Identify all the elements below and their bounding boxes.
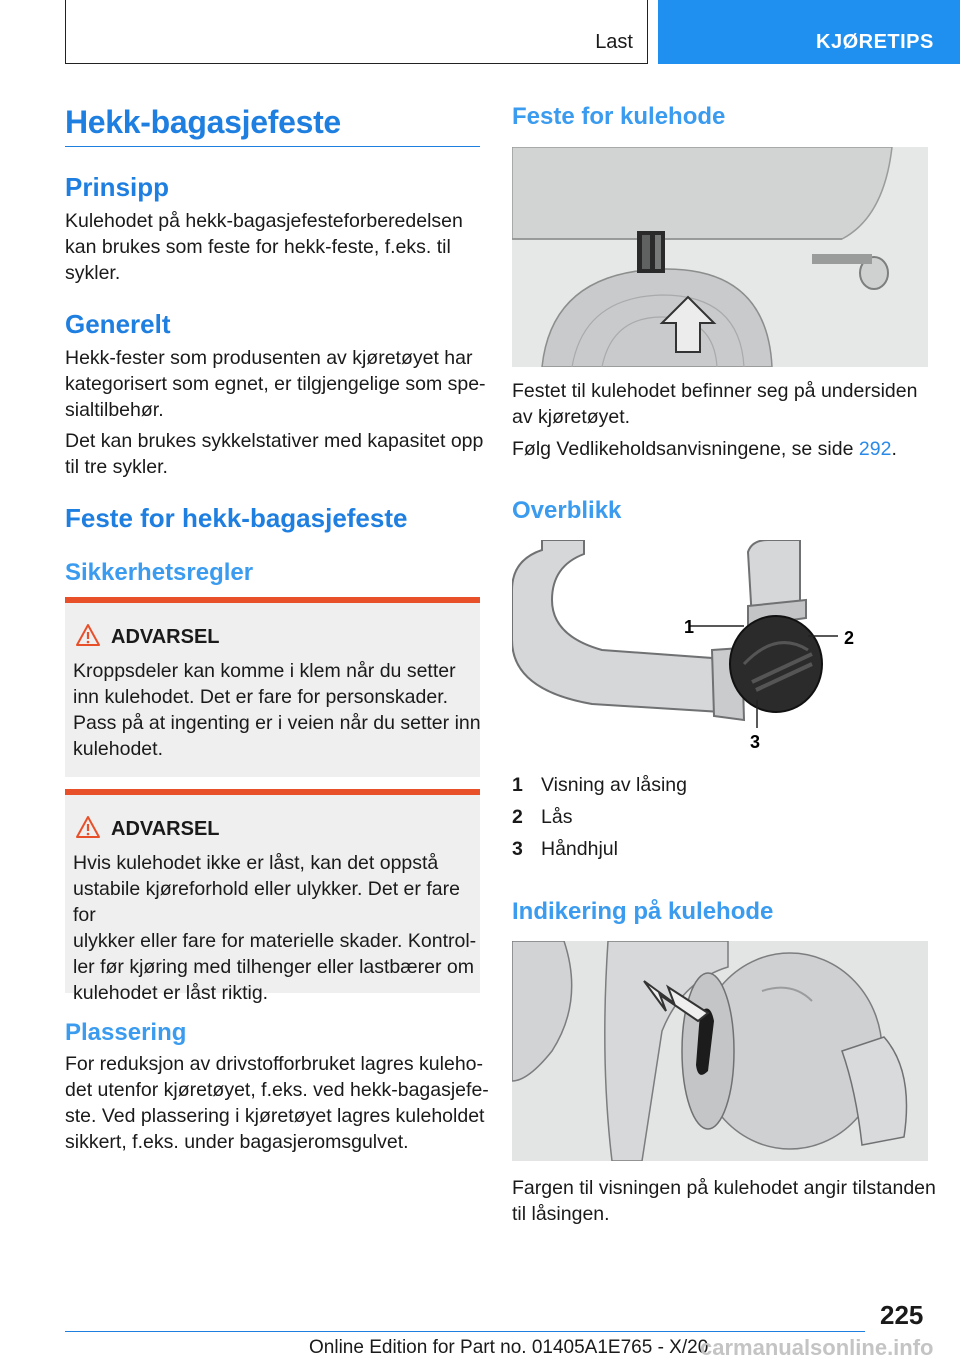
figure-overview bbox=[512, 540, 928, 760]
callout-3: 3 bbox=[750, 732, 761, 752]
warning-title-2: ADVARSEL bbox=[111, 818, 220, 840]
warning-icon bbox=[75, 623, 101, 647]
feste-kulehode-text-1: Festet til kulehodet befinner seg på undersiden av kjøretøyet. bbox=[512, 380, 918, 428]
generelt-text-2: Det kan brukes sykkelstativer med kapasitet opp til tre sykler. bbox=[65, 430, 484, 478]
warning-text-2: Hvis kulehodet ikke er låst, kan det oppstå ustabile kjøreforhold eller ulykker. Det er fare for ulykker eller fare for materielle skader. Kontrol- ler før kjøring med tilhenger eller lastbærer om kulehodet er låst riktig. bbox=[73, 852, 477, 1004]
header-chapter-label: KJØRETIPS bbox=[816, 31, 934, 53]
footer-watermark: carmanualsonline.info bbox=[700, 1335, 934, 1360]
overview-num-3: 3 bbox=[512, 838, 523, 860]
heading-overblikk: Overblikk bbox=[512, 497, 622, 524]
overview-label-3: Håndhjul bbox=[541, 838, 618, 860]
figure-vehicle-underside bbox=[512, 147, 928, 367]
heading-feste-hekk: Feste for hekk-bagasjefeste bbox=[65, 503, 408, 533]
heading-prinsipp: Prinsipp bbox=[65, 172, 170, 202]
page-title: Hekk-bagasjefeste bbox=[65, 104, 341, 140]
callout-1: 1 bbox=[684, 617, 695, 637]
indikering-text: Fargen til visningen på kulehodet angir tilstanden til låsingen. bbox=[512, 1177, 936, 1225]
towball-indicator-illustration bbox=[512, 941, 928, 1161]
header-section-label: Last bbox=[595, 31, 633, 53]
page-number: 225 bbox=[880, 1300, 924, 1330]
heading-sikkerhetsregler: Sikkerhetsregler bbox=[65, 559, 254, 586]
warning-box-1 bbox=[65, 597, 480, 777]
page-link-292[interactable]: 292 bbox=[858, 438, 892, 460]
plassering-text: For reduksjon av drivstofforbruket lagres kuleho- det utenfor kjøretøyet, f.eks. ved hekk-bagasjefe- ste. Ved plassering i kjøretøyet lagres kuleholdet sikkert, f.eks. under bagasjeromsgulvet. bbox=[65, 1053, 489, 1153]
callout-2: 2 bbox=[844, 628, 855, 648]
overview-num-1: 1 bbox=[512, 774, 523, 796]
warning-title-1: ADVARSEL bbox=[111, 626, 220, 648]
feste-kulehode-text-2: Følg Vedlikeholdsanvisningene, se side 292. bbox=[512, 438, 897, 460]
footer-edition: Online Edition for Part no. 01405A1E765 - X/20 bbox=[309, 1337, 709, 1358]
generelt-text-1: Hekk-fester som produsenten av kjøretøyet har kategorisert som egnet, er tilgjengelige som spe- sialtilbehør. bbox=[65, 347, 486, 421]
warning-box-2 bbox=[65, 789, 480, 1004]
overview-label-2: Lås bbox=[541, 806, 573, 828]
warning-text-1: Kroppsdeler kan komme i klem når du setter inn kulehodet. Det er fare for personskader. Pass på at ingenting er i veien når du setter inn kulehodet. bbox=[73, 660, 481, 760]
overview-num-2: 2 bbox=[512, 806, 523, 828]
vehicle-underside-illustration bbox=[512, 147, 928, 367]
heading-generelt: Generelt bbox=[65, 309, 171, 339]
heading-indikering: Indikering på kulehode bbox=[512, 898, 774, 925]
header-chapter-tab[interactable] bbox=[658, 0, 960, 64]
title-rule bbox=[65, 146, 480, 147]
footer-rule bbox=[65, 1331, 865, 1332]
heading-feste-kulehode: Feste for kulehode bbox=[512, 103, 726, 130]
figure-indicator bbox=[512, 941, 928, 1161]
prinsipp-text: Kulehodet på hekk-bagasjefesteforberedelsen kan brukes som feste for hekk-feste, f.eks. til sykler. bbox=[65, 210, 463, 284]
heading-plassering: Plassering bbox=[65, 1019, 187, 1046]
header-section-box bbox=[65, 0, 648, 64]
overview-label-1: Visning av låsing bbox=[541, 774, 687, 796]
towball-overview-illustration bbox=[512, 540, 928, 760]
warning-icon bbox=[75, 815, 101, 839]
